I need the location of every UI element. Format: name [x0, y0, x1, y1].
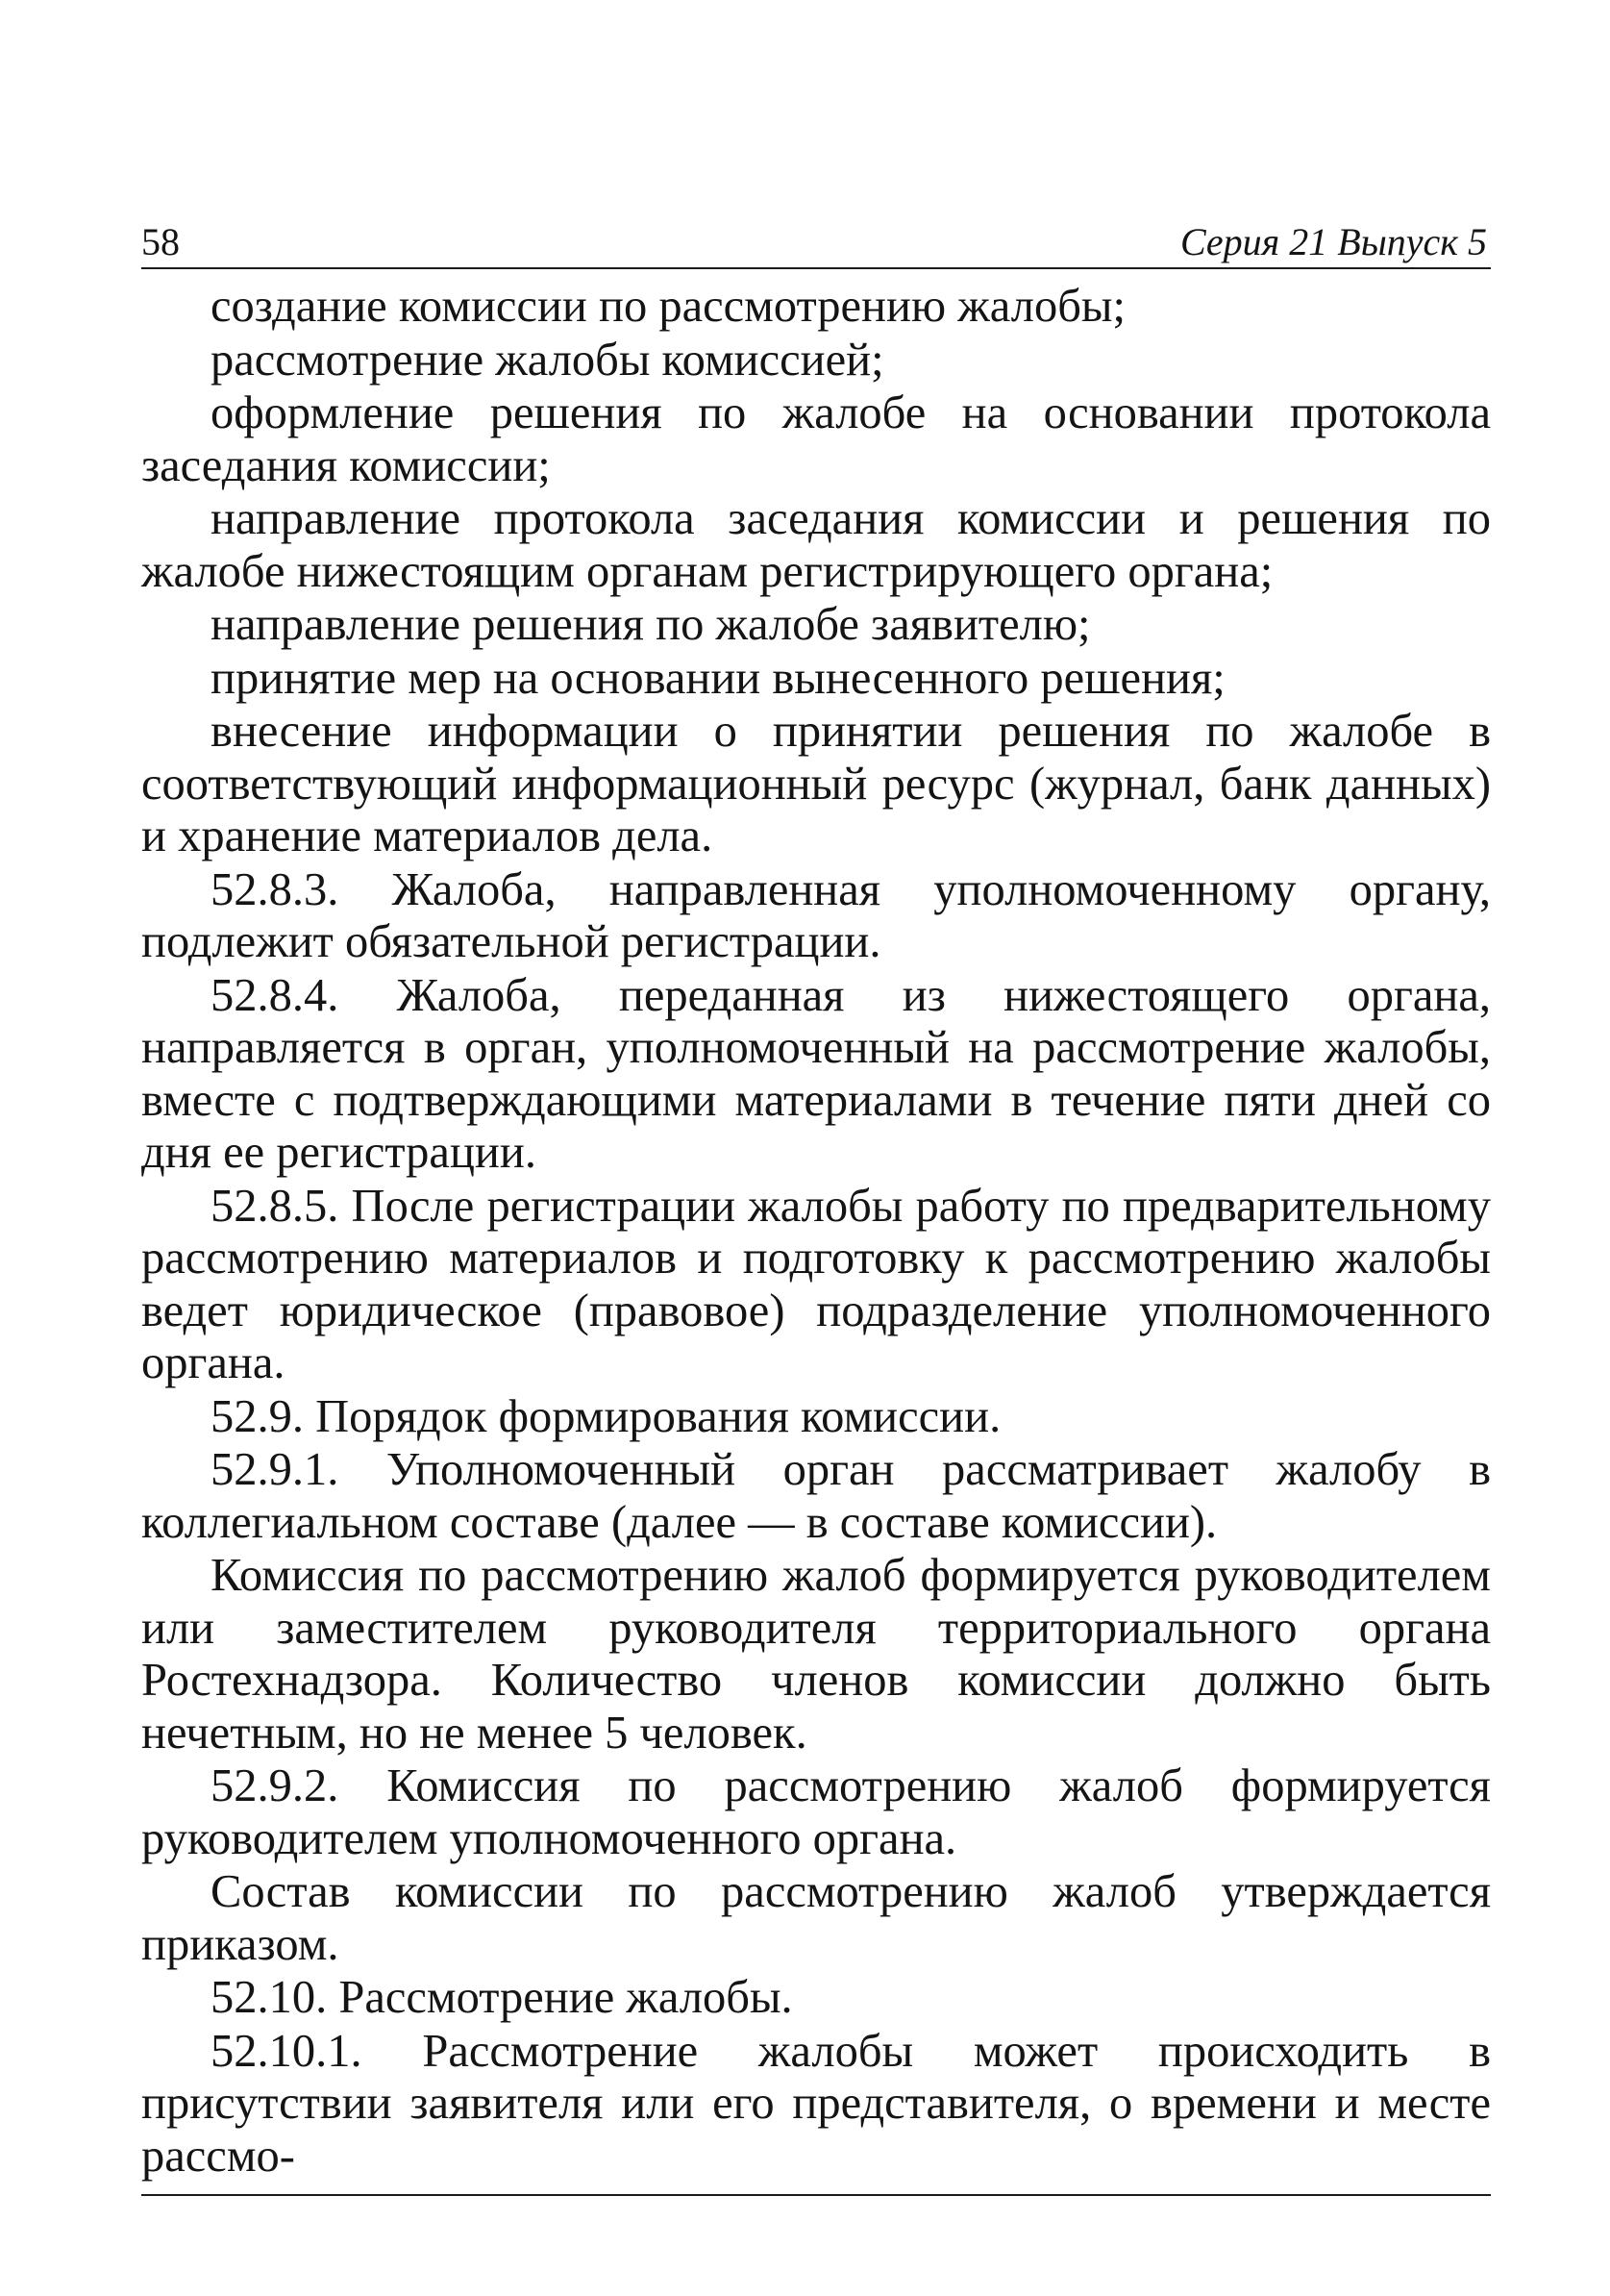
body-text: [141, 281, 1491, 2184]
paragraph: Комиссия по рассмотрению жалоб формируется руководителем или заместителем руководителя территориального органа Ростехнадзора. Количество членов комиссии должно быть нечетным, но не менее 5 человек.: [141, 1550, 1491, 1759]
paragraph: оформление решения по жалобе на основании протокола заседания комиссии;: [141, 387, 1491, 491]
paragraph: внесение информации о принятии решения по жалобе в соответствующий информационный ресурс (журнал, банк данных) и хранение материалов дела.: [141, 706, 1491, 861]
footer-rule: [141, 2194, 1491, 2196]
paragraph: 52.10.1. Рассмотрение жалобы может происходить в присутствии заявителя или его представителя, о времени и месте рассмо-: [141, 2025, 1491, 2182]
paragraph: 52.8.3. Жалоба, направленная уполномоченному органу, подлежит обязательной регистрации.: [141, 863, 1491, 967]
paragraph: 52.8.5. После регистрации жалобы работу по предварительному рассмотрению материалов и подготовку к рассмотрению жалобы ведет юридическое (правовое) подразделение уполномоченного органа.: [141, 1180, 1491, 1388]
paragraph: принятие мер на основании вынесенного решения;: [211, 652, 1226, 704]
paragraph: 52.10. Рассмотрение жалобы.: [211, 1972, 793, 2023]
paragraph: 52.9.2. Комиссия по рассмотрению жалоб формируется руководителем уполномоченного органа.: [141, 1760, 1491, 1864]
paragraph: направление протокола заседания комиссии и решения по жалобе нижестоящим органам регистрирующего органа;: [141, 493, 1491, 597]
paragraph: 52.8.4. Жалоба, переданная из нижестоящего органа, направляется в орган, уполномоченный на рассмотрение жалобы, вместе с подтверждающими материалами в течение пяти дней со дня ее регистрации.: [141, 969, 1491, 1178]
running-title: Серия 21 Выпуск 5: [1179, 220, 1487, 263]
paragraph: направление решения по жалобе заявителю;: [211, 599, 1091, 650]
paragraph: создание комиссии по рассмотрению жалобы;: [211, 281, 1126, 332]
paragraph: Состав комиссии по рассмотрению жалоб утверждается приказом.: [141, 1866, 1491, 1970]
page-header: [141, 208, 1491, 269]
page-number: 58: [141, 220, 180, 263]
paragraph: рассмотрение жалобы комиссией;: [211, 334, 884, 386]
paragraph: 52.9.1. Уполномоченный орган рассматривает жалобу в коллегиальном составе (далее — в составе комиссии).: [141, 1444, 1491, 1548]
paragraph: 52.9. Порядок формирования комиссии.: [211, 1390, 1002, 1442]
